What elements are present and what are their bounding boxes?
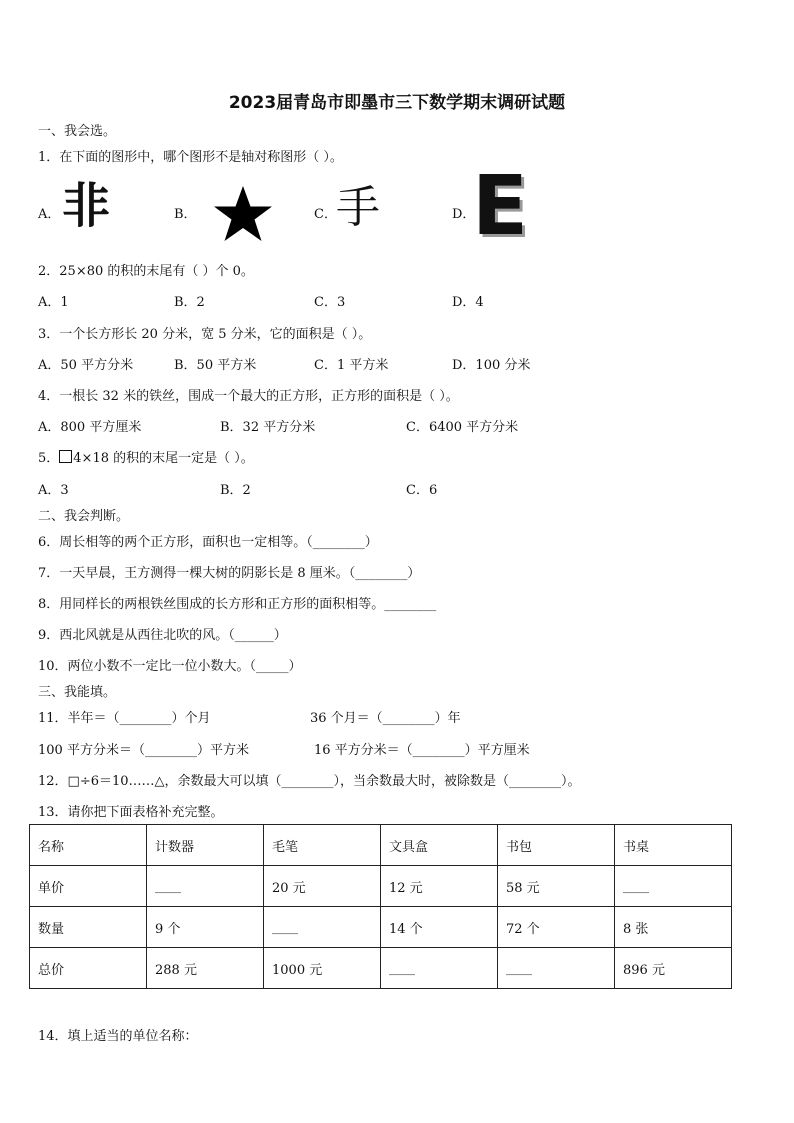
q2-option-d: D．4 [452, 295, 484, 310]
price-table [29, 824, 732, 989]
table-row [30, 866, 732, 907]
table-cell: ____ [381, 948, 498, 989]
table-cell: 896 元 [615, 948, 732, 989]
table-cell: 计数器 [147, 825, 264, 866]
table-cell: 72 个 [498, 907, 615, 948]
question-3: 3．一个长方形长 20 分米，宽 5 分米，它的面积是（ ）。 [38, 327, 372, 342]
question-5 [38, 447, 254, 466]
q1-figure-e: E [472, 159, 529, 254]
q5-option-c: C．6 [406, 483, 438, 498]
section-3-heading: 三、我能填。 [38, 685, 117, 700]
q5-expression: 4×18 的积的末尾一定是（ ）。 [73, 451, 254, 466]
table-cell: 288 元 [147, 948, 264, 989]
table-cell: 毛笔 [264, 825, 381, 866]
table-row [30, 825, 732, 866]
q4-option-c: C．6400 平方分米 [406, 420, 519, 435]
section-2-heading: 二、我会判断。 [38, 509, 130, 524]
question-10: 10．两位小数不一定比一位小数大。（_____） [38, 659, 302, 674]
table-cell: 8 张 [615, 907, 732, 948]
question-14: 14．填上适当的单位名称： [38, 1029, 198, 1044]
question-4: 4．一根长 32 米的铁丝，围成一个最大的正方形，正方形的面积是（ ）。 [38, 389, 459, 404]
q3-option-a: A．50 平方分米 [38, 358, 134, 373]
table-cell: 文具盒 [381, 825, 498, 866]
q1-option-c-label: C． [314, 207, 337, 222]
q2-option-a: A．1 [38, 295, 69, 310]
q2-option-c: C．3 [314, 295, 346, 310]
table-row [30, 948, 732, 989]
question-11-b: 36 个月＝（________）年 [310, 711, 461, 726]
question-1: 1．在下面的图形中，哪个图形不是轴对称图形（ ）。 [38, 150, 343, 165]
q1-option-b-label: B． [174, 207, 197, 222]
table-cell: 书包 [498, 825, 615, 866]
table-cell: 总价 [30, 948, 147, 989]
table-cell: 9 个 [147, 907, 264, 948]
table-row [30, 907, 732, 948]
q1-figure-fei: 非 [62, 178, 111, 234]
question-12: 12．□÷6＝10……△，余数最大可以填（________），当余数最大时，被除数是（________）。 [38, 774, 581, 789]
table-cell: 14 个 [381, 907, 498, 948]
q4-option-b: B．32 平方分米 [220, 420, 316, 435]
table-cell: 数量 [30, 907, 147, 948]
table-cell: 1000 元 [264, 948, 381, 989]
table-cell: ____ [498, 948, 615, 989]
q1-option-a-label: A． [38, 207, 61, 222]
q4-option-a: A．800 平方厘米 [38, 420, 142, 435]
q1-figure-star [212, 184, 274, 244]
page-title: 2023届青岛市即墨市三下数学期末调研试题 [228, 93, 566, 113]
question-8: 8．用同样长的两根铁丝围成的长方形和正方形的面积相等。________ [38, 597, 437, 612]
question-6: 6．周长相等的两个正方形，面积也一定相等。（________） [38, 535, 378, 550]
question-11-a: 11．半年＝（________）个月 [38, 711, 211, 726]
q5-number: 5． [38, 451, 60, 466]
q5-option-b: B．2 [220, 483, 251, 498]
question-11-c: 100 平方分米＝（________）平方米 [38, 743, 249, 758]
table-cell: ____ [264, 907, 381, 948]
table-cell: 12 元 [381, 866, 498, 907]
table-cell: 书桌 [615, 825, 732, 866]
blank-square-icon [59, 450, 72, 463]
question-11-d: 16 平方分米＝（________）平方厘米 [314, 743, 530, 758]
table-cell: 单价 [30, 866, 147, 907]
question-13: 13．请你把下面表格补充完整。 [38, 805, 224, 820]
q2-option-b: B．2 [174, 295, 205, 310]
q5-option-a: A．3 [38, 483, 69, 498]
question-7: 7．一天早晨，王方测得一棵大树的阴影长是 8 厘米。（________） [38, 566, 421, 581]
q1-figure-shou: 手 [336, 182, 380, 233]
table-cell: ____ [147, 866, 264, 907]
table-cell: 58 元 [498, 866, 615, 907]
q1-option-d-label: D． [452, 207, 476, 222]
section-1-heading: 一、我会选。 [38, 124, 117, 139]
q3-option-d: D．100 分米 [452, 358, 531, 373]
table-cell: 名称 [30, 825, 147, 866]
table-cell: 20 元 [264, 866, 381, 907]
table-cell: ____ [615, 866, 732, 907]
question-9: 9．西北风就是从西往北吹的风。（______） [38, 628, 287, 643]
question-2: 2．25×80 的积的末尾有（ ）个 0。 [38, 264, 254, 279]
q3-option-c: C．1 平方米 [314, 358, 389, 373]
q3-option-b: B．50 平方米 [174, 358, 257, 373]
